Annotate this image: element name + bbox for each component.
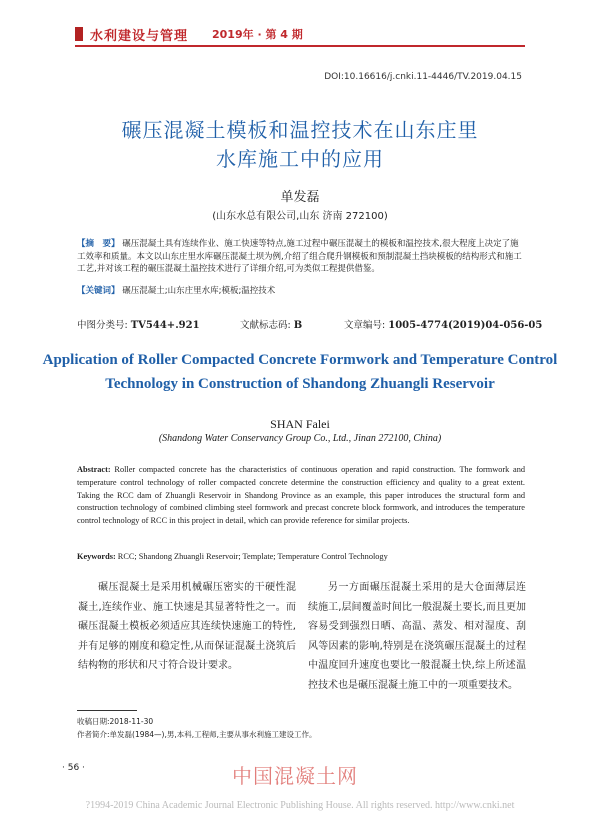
title-cn-line2: 水库施工中的应用 <box>216 147 384 171</box>
page-number: · 56 · <box>62 763 85 773</box>
footnote-received: 收稿日期:2018-11-30 <box>77 717 154 726</box>
keywords-cn-text: 碾压混凝土;山东庄里水库;模板;温控技术 <box>122 286 276 296</box>
doc-code <box>240 317 302 331</box>
abstract-en-label: Abstract: <box>77 465 111 474</box>
footnote-author-bio: 作者简介:单发磊(1984—),男,本科,工程师,主要从事水利施工建设工作。 <box>77 730 317 739</box>
doi: DOI:10.16616/j.cnki.11-4446/TV.2019.04.15 <box>324 72 522 82</box>
keywords-cn <box>77 284 527 296</box>
doc-label: 文献标志码: <box>240 320 291 331</box>
footnote-rule <box>77 710 137 711</box>
abstract-cn-text: 碾压混凝土具有连续作业、施工快速等特点,施工过程中碾压混凝土的模板和温控技术,很大程度上决定了施工效率和质量。本文以山东庄里水库碾压混凝土坝为例,介绍了组合爬升钢模板和预制混凝土挡块模板的结构形式和施工工艺,并对该工程的碾压混凝土温控技术进行了详细介绍,可为类似工程提供借鉴。 <box>77 239 522 274</box>
header-accent-bar <box>75 27 83 41</box>
art-value: 1005-4774(2019)04-056-05 <box>388 320 543 331</box>
copyright-line: ?1994-2019 China Academic Journal Electronic Publishing House. All rights reserved. http://www.cnki.net <box>85 800 515 811</box>
article-number <box>344 317 542 331</box>
affiliation-cn: (山东水总有限公司,山东 济南 272100) <box>212 211 388 222</box>
body-column-left: 碾压混凝土是采用机械碾压密实的干硬性混凝土,连续作业、施工快速是其显著特性之一。而碾压混凝土模板必须适应其连续快速施工的特性,并有足够的刚度和稳定性,从而保证混凝土浇筑后结构物的形状和尺寸符合设计要求。 <box>78 582 296 672</box>
author-en: SHAN Falei <box>270 417 330 431</box>
keywords-en-text: RCC; Shandong Zhuangli Reservoir; Template; Temperature Control Technology <box>117 552 388 561</box>
abstract-en <box>77 464 525 528</box>
abstract-cn <box>77 238 527 276</box>
clc-value: TV544+.921 <box>130 320 200 331</box>
watermark: 中国混凝土网 <box>232 764 358 788</box>
keywords-en-label: Keywords: <box>77 552 116 561</box>
clc-label: 中图分类号: <box>77 320 128 331</box>
keywords-cn-label: 【关键词】 <box>77 286 120 296</box>
abstract-cn-label: 【摘 要】 <box>77 239 120 249</box>
header-rule <box>75 45 525 47</box>
title-en: Application of Roller Compacted Concrete Formwork and Temperature Control Technology in Construction of Shandong Zhuangli Reservoir <box>42 352 558 392</box>
body-column-right: 另一方面碾压混凝土采用的是大仓面薄层连续施工,层间覆盖时间比一般混凝土要长,而且更加容易受到强烈日晒、高温、蒸发、相对湿度、刮风等因素的影响,特别是在浇筑碾压混凝土的过程中温度回升速度也要比一般混凝土快,综上所述温控技术也是碾压混凝土施工中的一项重要技术。 <box>308 582 526 691</box>
keywords-en <box>77 552 525 561</box>
issue-label: 2019年 · 第 4 期 <box>212 28 303 41</box>
abstract-en-text: Roller compacted concrete has the characteristics of continuous operation and rapid construction. The formwork and temperature control technology of roller compacted concrete determine the construction efficiency and quality to a great extent. Taking the RCC dam of Zhuangli Reservoir in Shandong Province as an example, this paper introduces the structural form and construction technology of combined climbing steel formwork and precast concrete block formwork, and introduces the temperature control technology of RCC in this project in detail, which can provide reference for similar projects. <box>77 465 526 526</box>
doc-value: B <box>293 320 303 331</box>
title-cn-line1: 碾压混凝土模板和温控技术在山东庄里 <box>121 118 479 142</box>
journal-name: 水利建设与管理 <box>90 29 189 44</box>
affiliation-en: (Shandong Water Conservancy Group Co., Ltd., Jinan 272100, China) <box>158 433 442 444</box>
art-label: 文章编号: <box>344 320 386 331</box>
author-cn: 单发磊 <box>280 190 320 205</box>
clc-number <box>77 317 200 331</box>
